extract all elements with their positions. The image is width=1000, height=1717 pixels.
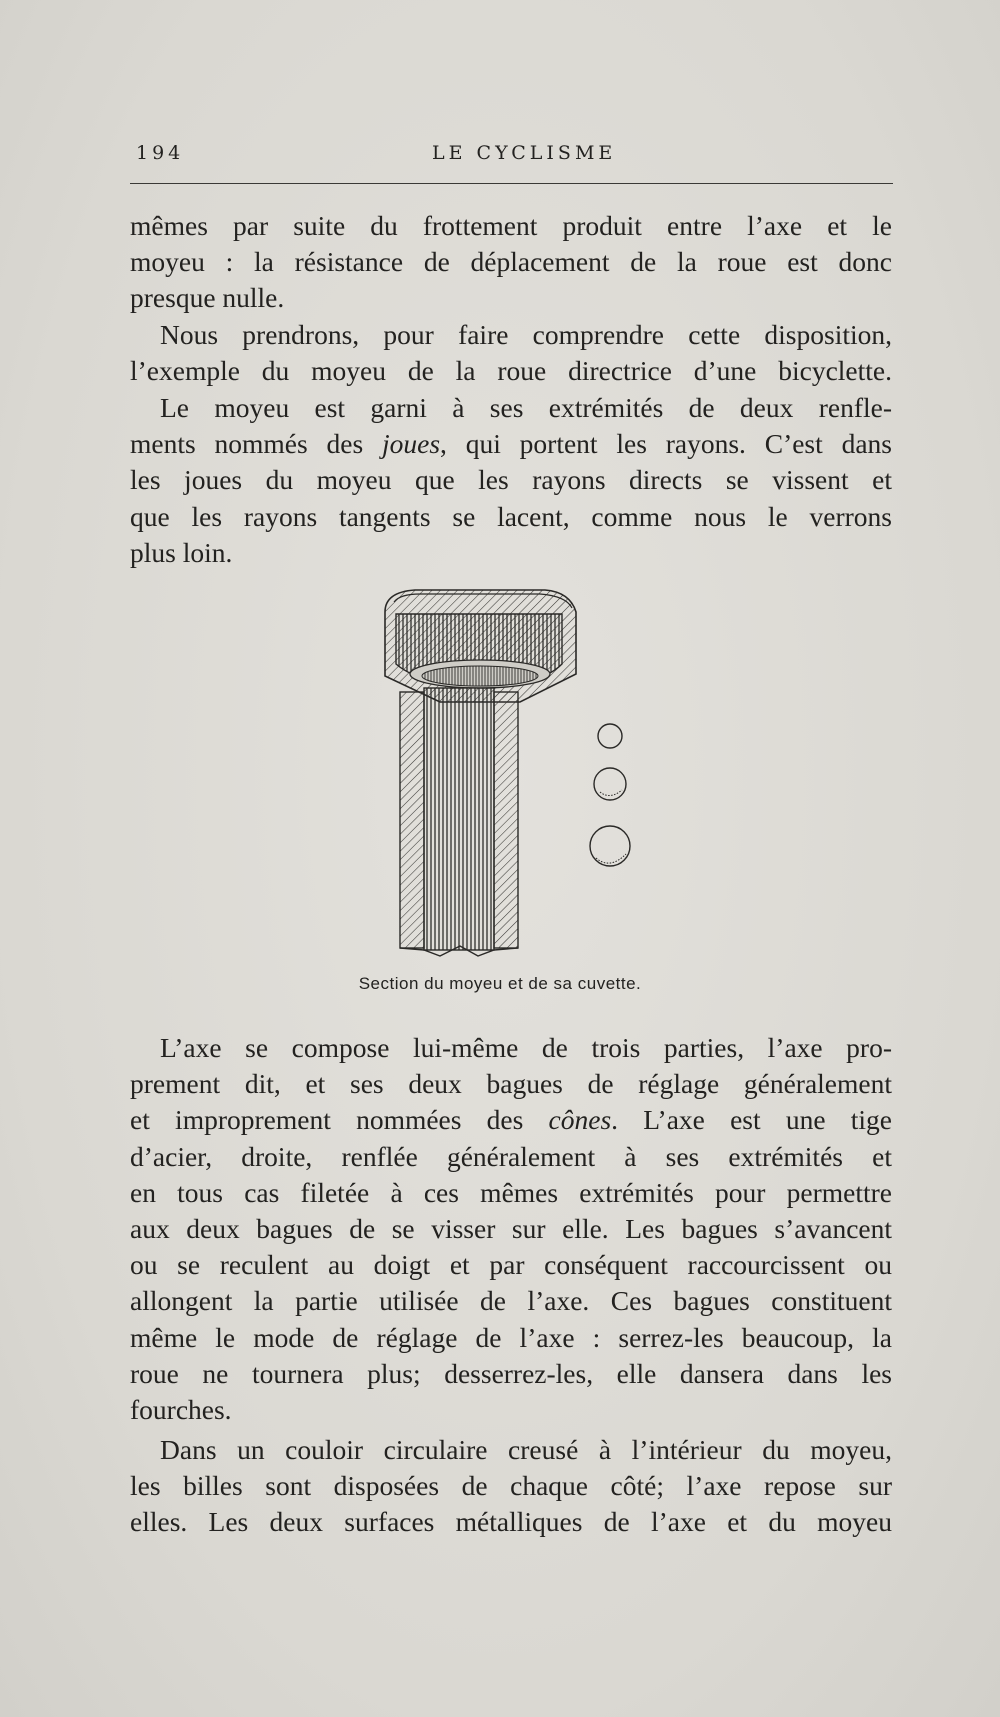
header-rule: [130, 183, 893, 184]
paragraph-5: [130, 1432, 892, 1541]
figure-caption: Section du moyeu et de sa cuvette.: [358, 974, 642, 993]
text-line: Le moyeu est garni à ses extrémités de deux renfle-: [160, 392, 892, 423]
text-run: , qui portent les rayons. C’est dans: [440, 428, 892, 460]
hub-cup: [385, 590, 576, 702]
text-line: en tous cas filetée à ces mêmes extrémités pour permettre: [130, 1176, 892, 1208]
ball-large: [590, 826, 630, 866]
text-line: mêmes par suite du frottement produit entre l’axe et le: [130, 210, 892, 241]
text-line: allongent la partie utilisée de l’axe. Ces bagues constituent: [130, 1285, 892, 1317]
text-line: presque nulle.: [130, 282, 285, 314]
page-header: [136, 142, 891, 172]
text-line: roue ne tournera plus; desserrez-les, elle dansera dans les: [130, 1357, 892, 1389]
hub-section-illustration: [370, 584, 640, 958]
text-line: les joues du moyeu que les rayons directs se vissent et: [130, 464, 892, 496]
text-line: plus loin.: [130, 536, 233, 568]
running-title: LE CYCLISME: [432, 142, 617, 164]
text-line: [130, 426, 892, 462]
paragraph-4: [130, 1030, 892, 1428]
text-line: [130, 1102, 892, 1138]
text-line: fourches.: [130, 1394, 232, 1426]
page-number: 194: [136, 142, 185, 164]
text-line: que les rayons tangents se lacent, comme nous le verrons: [130, 500, 892, 532]
text-line: les billes sont disposées de chaque côté; l’axe repose sur: [130, 1470, 892, 1502]
italic-term-cones: cônes: [548, 1104, 612, 1136]
text-line: Dans un couloir circulaire creusé à l’intérieur du moyeu,: [160, 1434, 892, 1465]
text-line: l’exemple du moyeu de la roue directrice d’une bicyclette.: [130, 355, 892, 387]
paragraph-2: [130, 317, 892, 389]
text-run: et improprement nommées des: [130, 1104, 549, 1136]
hub-shaft: [400, 688, 518, 956]
italic-term-joues: joues: [381, 428, 441, 460]
text-line: d’acier, droite, renflée généralement à ses extrémités et: [130, 1140, 892, 1172]
text-line: ou se reculent au doigt et par conséquent raccourcissent ou: [130, 1249, 892, 1281]
ball-small: [598, 724, 622, 748]
text-line: prement dit, et ses deux bagues de réglage généralement: [130, 1068, 892, 1100]
text-line: moyeu : la résistance de déplacement de la roue est donc: [130, 246, 892, 278]
text-run: . L’axe est une tige: [611, 1104, 892, 1136]
ball-bearings: [590, 724, 630, 866]
ball-medium: [594, 768, 626, 800]
text-line: Nous prendrons, pour faire comprendre cette disposition,: [160, 319, 892, 350]
text-line: aux deux bagues de se visser sur elle. Les bagues s’avancent: [130, 1213, 892, 1245]
text-line: L’axe se compose lui-même de trois parties, l’axe pro-: [160, 1032, 892, 1063]
text-run: ments nommés des: [130, 428, 382, 460]
paragraph-1: [130, 208, 892, 317]
text-line: elles. Les deux surfaces métalliques de l’axe et du moyeu: [130, 1506, 892, 1538]
paragraph-3: [130, 390, 892, 571]
text-line: même le mode de réglage de l’axe : serrez-les beaucoup, la: [130, 1321, 892, 1353]
